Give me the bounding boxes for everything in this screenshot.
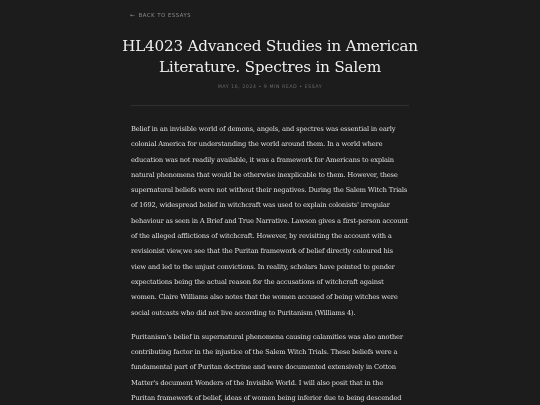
title-divider (131, 105, 409, 106)
back-link-label: BACK TO ESSAYS (138, 13, 192, 19)
article-paragraph: Belief in an invisible world of demons, angels, and spectres was essential in early colonial America for understanding the world around them. In a world where education was not readily available, it was a framework for Americans to explain natural phenomena that would be otherwise inexplicable to them. However, these supernatural beliefs were not without their negatives. During the Salem Witch Trials of 1692, widespread belief in witchcraft was used to explain colonists' irregular behaviour as seen in A Brief and True Narrative. Lawson gives a first-person account of the alleged afflictions of witchcraft. However, by revisiting the account with a revisionist view,we see that the Puritan framework of belief directly coloured his view and led to the unjust convictions. In reality, scholars have pointed to gender expectations being the actual reason for the accusations of witchcraft against women. Claire Williams also notes that the women accused of being witches were social outcasts who did not live according to Puritanism (Williams 4). (131, 125, 409, 317)
page-title: HL4023 Advanced Studies in American Literature. Spectres in Salem (122, 37, 418, 76)
article-body (131, 122, 409, 405)
article-meta: MAY 16, 2024 • 9 MIN READ • ESSAY (217, 85, 323, 90)
back-to-essays-link[interactable] (130, 13, 191, 19)
arrow-left-icon: ← (130, 12, 136, 19)
article-paragraph: Puritanism's belief in supernatural phenomena causing calamities was also another contributing factor in the injustice of the Salem Witch Trials. These beliefs were a fundamental part of Puritan doctrine and were documented extensively in Cotton Matter's document Wonders of the Invisible World. I will also posit that in the Puritan framework of belief, ideas of women being inferior due to being descended (131, 332, 403, 403)
